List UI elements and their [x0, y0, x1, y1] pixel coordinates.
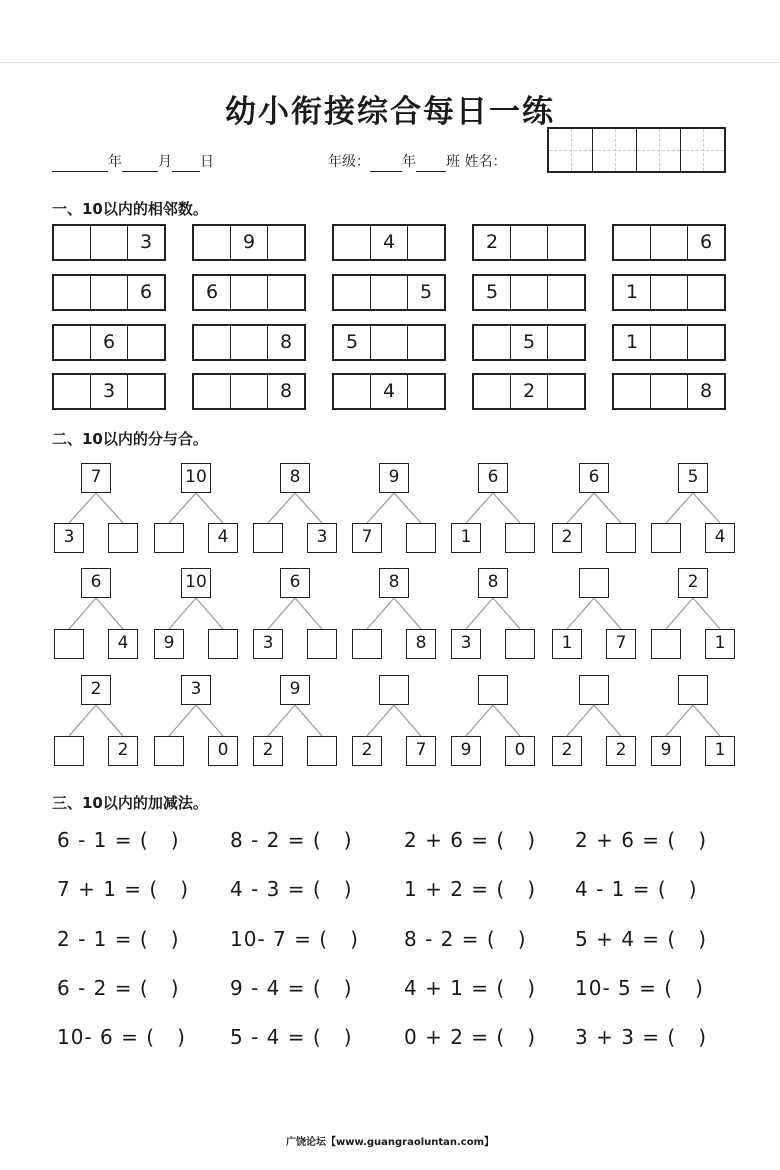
- bond-left-part-box[interactable]: 2: [352, 736, 382, 766]
- bond-total-box[interactable]: [579, 568, 609, 598]
- bond-right-part-box[interactable]: [208, 629, 238, 659]
- bond-left-part-box[interactable]: 3: [54, 523, 84, 553]
- branch-line: [196, 493, 223, 523]
- branch-line: [69, 598, 96, 629]
- bond-total-box[interactable]: 8: [379, 568, 409, 598]
- branch-line: [567, 493, 594, 523]
- branch-line: [96, 705, 123, 736]
- bond-left-part-box[interactable]: 3: [451, 629, 481, 659]
- bond-left-part-box[interactable]: 1: [451, 523, 481, 553]
- branch-line: [96, 493, 123, 523]
- branch-line: [466, 705, 493, 736]
- branch-line: [367, 705, 394, 736]
- class-label: 班: [446, 154, 460, 170]
- bond-left-part-box[interactable]: 2: [253, 736, 283, 766]
- bond-total-box[interactable]: 9: [379, 463, 409, 493]
- equation[interactable]: 6 - 1 = ( ): [57, 828, 180, 852]
- page-title: 幼小衔接综合每日一练: [225, 94, 555, 130]
- bond-total-box[interactable]: 9: [280, 675, 310, 705]
- bond-left-part-box[interactable]: [154, 523, 184, 553]
- branch-line: [493, 705, 520, 736]
- equation[interactable]: 5 + 4 = ( ): [575, 927, 708, 951]
- bond-left-part-box[interactable]: 2: [552, 736, 582, 766]
- section-1-title: 一、10以内的相邻数。: [52, 200, 208, 218]
- neighbor-cell[interactable]: 8: [687, 375, 724, 408]
- neighbor-cell[interactable]: 2: [485, 231, 499, 253]
- bond-right-part-box[interactable]: 7: [406, 736, 436, 766]
- bond-right-part-box[interactable]: 8: [406, 629, 436, 659]
- bond-right-part-box[interactable]: 2: [108, 736, 138, 766]
- equation[interactable]: 5 - 4 = ( ): [230, 1025, 353, 1049]
- bond-left-part-box[interactable]: 3: [253, 629, 283, 659]
- bond-right-part-box[interactable]: [505, 629, 535, 659]
- branch-line: [594, 705, 621, 736]
- bond-left-part-box[interactable]: 9: [651, 736, 681, 766]
- neighbor-cell[interactable]: 6: [687, 226, 724, 259]
- branch-line: [268, 493, 295, 523]
- branch-line: [594, 493, 621, 523]
- equation[interactable]: 2 + 6 = ( ): [575, 828, 708, 852]
- bond-total-box[interactable]: 8: [478, 568, 508, 598]
- equation[interactable]: 2 + 6 = ( ): [404, 828, 537, 852]
- branch-line: [466, 598, 493, 629]
- branch-line: [169, 493, 196, 523]
- branch-line: [567, 598, 594, 629]
- bond-left-part-box[interactable]: [154, 736, 184, 766]
- neighbor-cell[interactable]: 2: [510, 375, 547, 408]
- bond-total-box[interactable]: 2: [81, 675, 111, 705]
- branch-line: [169, 705, 196, 736]
- neighbor-cell[interactable]: 5: [345, 331, 359, 353]
- footer-source: 广饶论坛【www.guangraoluntan.com】: [285, 1137, 495, 1148]
- branch-line: [295, 598, 322, 629]
- section-2-title: 二、10以内的分与合。: [52, 430, 208, 448]
- bond-left-part-box[interactable]: [54, 629, 84, 659]
- bond-left-part-box[interactable]: [253, 523, 283, 553]
- branch-line: [394, 705, 421, 736]
- bond-total-box[interactable]: 6: [81, 568, 111, 598]
- bond-right-part-box[interactable]: [307, 736, 337, 766]
- branch-line: [169, 598, 196, 629]
- branch-line: [493, 598, 520, 629]
- branch-line: [693, 705, 720, 736]
- bond-right-part-box[interactable]: [505, 523, 535, 553]
- bond-right-part-box[interactable]: 3: [307, 523, 337, 553]
- bond-left-part-box[interactable]: 2: [552, 523, 582, 553]
- branch-line: [666, 705, 693, 736]
- bond-total-box[interactable]: 2: [678, 568, 708, 598]
- equation[interactable]: 0 + 2 = ( ): [404, 1025, 537, 1049]
- branch-line: [693, 598, 720, 629]
- branch-line: [493, 493, 520, 523]
- neighbor-cell[interactable]: 5: [407, 276, 444, 309]
- branch-line: [196, 598, 223, 629]
- branch-line: [295, 705, 322, 736]
- branch-line: [196, 705, 223, 736]
- bond-total-box[interactable]: 10: [181, 463, 211, 493]
- equation[interactable]: 10- 7 = ( ): [230, 927, 359, 951]
- bond-total-box[interactable]: 10: [181, 568, 211, 598]
- grade-label: 年级：: [328, 154, 370, 170]
- branch-line: [268, 598, 295, 629]
- bond-right-part-box[interactable]: 1: [705, 736, 735, 766]
- bond-right-part-box[interactable]: [108, 523, 138, 553]
- grade-year-label: 年: [402, 154, 416, 170]
- neighbor-cell[interactable]: 8: [267, 326, 304, 359]
- branch-line: [394, 493, 421, 523]
- bond-total-box[interactable]: 3: [181, 675, 211, 705]
- bond-left-part-box[interactable]: 9: [451, 736, 481, 766]
- bond-left-part-box[interactable]: [651, 629, 681, 659]
- bond-total-box[interactable]: [379, 675, 409, 705]
- bond-total-box[interactable]: 5: [678, 463, 708, 493]
- bond-right-part-box[interactable]: 4: [208, 523, 238, 553]
- neighbor-cell[interactable]: 6: [127, 276, 164, 309]
- bond-total-box[interactable]: 6: [478, 463, 508, 493]
- branch-line: [268, 705, 295, 736]
- bond-left-part-box[interactable]: [352, 629, 382, 659]
- neighbor-cell[interactable]: 8: [267, 375, 304, 408]
- section-3-title: 三、10以内的加减法。: [52, 794, 208, 812]
- bond-right-part-box[interactable]: 7: [606, 629, 636, 659]
- bond-left-part-box[interactable]: 7: [352, 523, 382, 553]
- equation[interactable]: 4 - 3 = ( ): [230, 877, 353, 901]
- equation[interactable]: 8 - 2 = ( ): [230, 828, 353, 852]
- equation[interactable]: 10- 5 = ( ): [575, 976, 704, 1000]
- neighbor-cell[interactable]: 5: [510, 326, 547, 359]
- bond-right-part-box[interactable]: 0: [208, 736, 238, 766]
- branch-line: [666, 493, 693, 523]
- bond-total-box[interactable]: 7: [81, 463, 111, 493]
- equation[interactable]: 1 + 2 = ( ): [404, 877, 537, 901]
- equation[interactable]: 8 - 2 = ( ): [404, 927, 527, 951]
- bond-right-part-box[interactable]: 2: [606, 736, 636, 766]
- bond-left-part-box[interactable]: [651, 523, 681, 553]
- branch-line: [69, 493, 96, 523]
- neighbor-cell[interactable]: 9: [230, 226, 267, 259]
- neighbor-cell[interactable]: 4: [370, 226, 407, 259]
- bond-right-part-box[interactable]: 1: [705, 629, 735, 659]
- bond-total-box[interactable]: [579, 675, 609, 705]
- bond-right-part-box[interactable]: 4: [705, 523, 735, 553]
- branch-line: [367, 598, 394, 629]
- bond-left-part-box[interactable]: 9: [154, 629, 184, 659]
- equation[interactable]: 2 - 1 = ( ): [57, 927, 180, 951]
- bond-right-part-box[interactable]: 4: [108, 629, 138, 659]
- bond-right-part-box[interactable]: [406, 523, 436, 553]
- neighbor-cell[interactable]: 3: [90, 375, 127, 408]
- bond-total-box[interactable]: [478, 675, 508, 705]
- branch-line: [367, 493, 394, 523]
- branch-line: [394, 598, 421, 629]
- branch-line: [295, 493, 322, 523]
- branch-line: [69, 705, 96, 736]
- branch-line: [466, 493, 493, 523]
- branch-line: [96, 598, 123, 629]
- year-label: 年: [108, 154, 122, 170]
- branch-line: [693, 493, 720, 523]
- day-label: 日: [200, 154, 214, 170]
- neighbor-cell[interactable]: 3: [127, 226, 164, 259]
- equation[interactable]: 3 + 3 = ( ): [575, 1025, 708, 1049]
- equation[interactable]: 4 + 1 = ( ): [404, 976, 537, 1000]
- equation[interactable]: 9 - 4 = ( ): [230, 976, 353, 1000]
- equation[interactable]: 4 - 1 = ( ): [575, 877, 698, 901]
- branch-line: [567, 705, 594, 736]
- name-label: 姓名：: [464, 154, 507, 170]
- equation[interactable]: 7 + 1 = ( ): [57, 877, 190, 901]
- bond-total-box[interactable]: 8: [280, 463, 310, 493]
- bond-left-part-box[interactable]: 1: [552, 629, 582, 659]
- neighbor-cell[interactable]: 4: [370, 375, 407, 408]
- neighbor-cell[interactable]: 5: [485, 281, 499, 303]
- neighbor-cell[interactable]: 6: [90, 326, 127, 359]
- neighbor-cell[interactable]: 1: [625, 281, 639, 303]
- bond-total-box[interactable]: [678, 675, 708, 705]
- bond-right-part-box[interactable]: [307, 629, 337, 659]
- neighbor-cell[interactable]: 1: [625, 331, 639, 353]
- branch-line: [594, 598, 621, 629]
- month-label: 月: [158, 154, 172, 170]
- bond-right-part-box[interactable]: [606, 523, 636, 553]
- bond-right-part-box[interactable]: 0: [505, 736, 535, 766]
- neighbor-cell[interactable]: 6: [205, 281, 219, 303]
- bond-left-part-box[interactable]: [54, 736, 84, 766]
- branch-line: [666, 598, 693, 629]
- equation[interactable]: 6 - 2 = ( ): [57, 976, 180, 1000]
- equation[interactable]: 10- 6 = ( ): [57, 1025, 186, 1049]
- bond-total-box[interactable]: 6: [579, 463, 609, 493]
- bond-total-box[interactable]: 6: [280, 568, 310, 598]
